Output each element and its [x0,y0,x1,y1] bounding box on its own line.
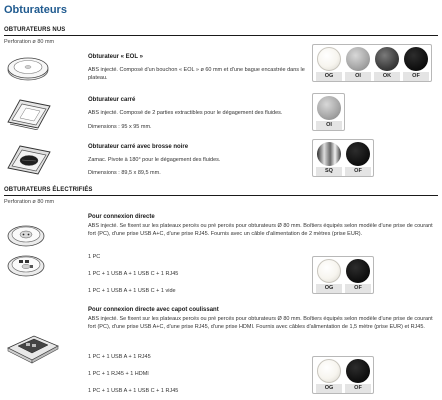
product-text-capot: ABS injecté. Se fixent sur les plateaux percés ou pré percés pour obturateurs Ø 80 mm. Boîtiers équipés selon modèle d'une prise de courant fort (PC), d'une prise USB A+C, d'une prise RJ45, d'une prise HDMI. Fournis avec câbles d'alimentation de 1,5 mètre (prise EUR) et RJ45. [88,316,433,330]
product-text-carre: ABS injecté. Composé de 2 parties extractibles pour le dégagement des fluides. [88,110,283,116]
color-code: OF [345,384,371,393]
section-heading-electrifies: OBTURATEURS ÉLECTRIFIÉS [4,187,93,193]
color-swatch-of [404,47,428,71]
square-obturator-image [6,96,52,130]
product-dims-carre: Dimensions : 95 x 95 mm. [88,124,152,130]
option-line: 1 PC + 1 USB A + 1 USB C + 1 vide [88,288,176,294]
color-code: OG [316,72,342,81]
color-swatch-box-eol [312,44,432,82]
color-swatch-oi [346,47,370,71]
color-code: SQ [316,167,342,176]
color-code: OK [374,72,400,81]
color-code: OI [316,121,342,130]
color-code: OI [345,72,371,81]
color-swatch-of [346,359,370,383]
color-swatch-box-directe [312,256,374,294]
product-text-directe: ABS injecté. Se fixent sur les plateaux percés ou pré percés pour obturateurs Ø 80 mm. Boîtiers équipés selon modèle d'une prise de courant fort (PC), d'une prise USB A+C, d'une prise RJ45. Fournis avec un câble d'alimentation de 2 mètres (prise EUR). [88,223,433,237]
page-title: Obturateurs [4,4,67,16]
direct-connection-pc-image [6,222,46,248]
color-swatch-oi [317,96,341,120]
color-swatch-og [317,47,341,71]
color-swatch-sq [317,142,341,166]
sliding-cover-image [4,326,60,366]
color-swatch-ok [375,47,399,71]
eol-obturator-image [6,54,50,82]
section-heading-nus: OBTURATEURS NUS [4,27,66,33]
option-line: 1 PC [88,254,101,260]
product-dims-brosse: Dimensions : 89,5 x 89,5 mm. [88,170,161,176]
product-title-directe: Pour connexion directe [88,214,155,220]
section-subtitle-electrifies: Perforation ø 80 mm [4,199,55,205]
option-line: 1 PC + 1 USB A + 1 RJ45 [88,354,151,360]
color-code: OG [316,384,342,393]
color-code: OF [345,167,371,176]
section-divider [4,35,438,36]
product-text-eol: ABS injecté. Composé d'un bouchon « EOL » ø 60 mm et d'une bague encastrée dans le plateau. [88,67,305,81]
color-code: OF [403,72,429,81]
color-swatch-of [346,142,370,166]
color-swatch-og [317,259,341,283]
option-line: 1 PC + 1 RJ45 + 1 HDMI [88,371,149,377]
option-line: 1 PC + 1 USB A + 1 USB C + 1 RJ45 [88,271,179,277]
product-title-carre: Obturateur carré [88,97,136,103]
color-swatch-box-carre [312,93,345,131]
color-swatch-box-capot [312,356,374,394]
color-swatch-og [317,359,341,383]
color-swatch-of [346,259,370,283]
option-line: 1 PC + 1 USB A + 1 USB C + 1 RJ45 [88,388,179,394]
color-code: OG [316,284,342,293]
direct-connection-multi-image [6,252,46,278]
section-subtitle-nus: Perforation ø 80 mm [4,39,55,45]
product-text-brosse: Zamac. Pivote à 180° pour le dégagement des fluides. [88,157,221,163]
color-code: OF [345,284,371,293]
product-title-brosse: Obturateur carré avec brosse noire [88,144,189,150]
product-title-capot: Pour connexion directe avec capot coulissant [88,307,219,313]
brush-obturator-image [6,142,52,176]
color-swatch-box-brosse [312,139,374,177]
product-title-eol: Obturateur « EOL » [88,54,143,60]
section-divider [4,195,438,196]
